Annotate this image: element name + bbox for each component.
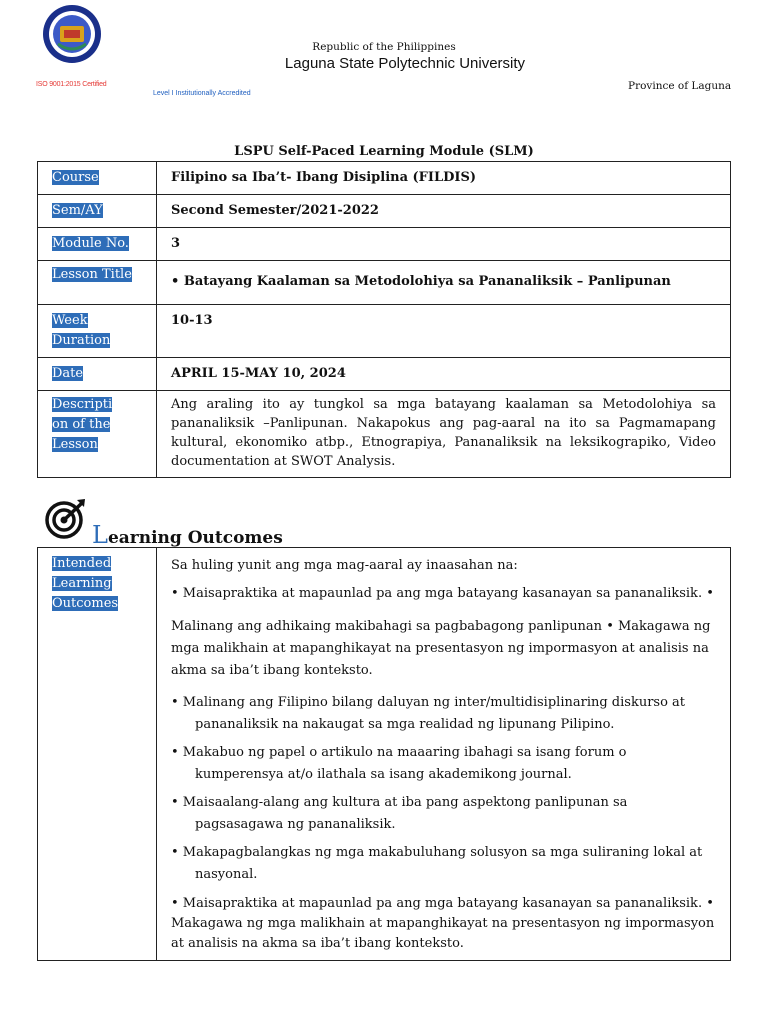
table-row (38, 228, 731, 261)
list-item: Malinang ang adhikaing makibahagi sa pagbabagong panlipunan • Makagawa ng mga malikhain at mapanghikayat na presentasyon ng impormasyon at analisis na akma sa iba’t ibang konteksto. (171, 619, 711, 678)
list-item: • Makabuo ng papel o artikulo na maaaring ibahagi sa isang forum o kumperensya at/o ilathala sa isang akademikong journal. (171, 745, 627, 782)
learning-outcomes-table (37, 547, 731, 961)
outcomes-label: Outcomes (52, 596, 119, 611)
list-item: • Makapagbalangkas ng mga makabuluhang solusyon sa mga suliraning lokal at nasyonal. (171, 845, 703, 882)
sem-ay-label: Sem/AY (52, 203, 103, 218)
date-value: APRIL 15-MAY 10, 2024 (157, 358, 731, 391)
intended-label: Intended (52, 556, 112, 571)
module-title: LSPU Self-Paced Learning Module (SLM) (234, 144, 534, 159)
table-row (38, 548, 731, 961)
list-item: • Maisapraktika at mapaunlad pa ang mga batayang kasanayan sa pananaliksik. • Makagawa ng mga malikhain at mapanghikayat na presentasyon ng impormasyon at analisis na akma sa iba’t ibang konteksto. (171, 896, 715, 951)
table-row (38, 305, 731, 358)
table-row (38, 162, 731, 195)
list-item: • Malinang ang Filipino bilang daluyan ng inter/multidisiplinaring diskurso at pananaliksik na nakaugat sa mga realidad ng lipunang Pilipino. (171, 695, 686, 732)
learning-label: Learning (52, 576, 112, 591)
table-row (38, 261, 731, 305)
description-label-line-2: on of the (52, 417, 111, 432)
iso-certification: ISO 9001:2015 Certified (36, 81, 107, 88)
module-no-value: 3 (157, 228, 731, 261)
week-label: Week (52, 313, 88, 328)
date-label: Date (52, 366, 84, 381)
outcomes-list (157, 548, 731, 961)
course-label: Course (52, 170, 99, 185)
table-row (38, 391, 731, 478)
table-row (38, 195, 731, 228)
sem-ay-value: Second Semester/2021-2022 (157, 195, 731, 228)
university-name: Laguna State Polytechnic University (284, 55, 526, 72)
week-duration-value: 10-13 (157, 305, 731, 358)
description-label-line-1: Descripti (52, 397, 113, 412)
lesson-title-value: • Batayang Kaalaman sa Metodolohiya sa Pananaliksik – Panlipunan (157, 261, 731, 305)
table-row (38, 358, 731, 391)
duration-label: Duration (52, 333, 111, 348)
target-icon (44, 497, 88, 539)
module-info-table (37, 161, 731, 478)
module-no-label: Module No. (52, 236, 129, 251)
list-item: • Maisapraktika at mapaunlad pa ang mga batayang kasanayan sa pananaliksik. • (171, 586, 714, 601)
description-label-line-3: Lesson (52, 437, 98, 452)
accreditation-label: Level I Institutionally Accredited (153, 90, 251, 97)
lesson-description: Ang araling ito ay tungkol sa mga batayang kaalaman sa Metodolohiya sa pananaliksik –Panlipunan. Nakapokus ang pag-aaral na ito sa Pagmamapang kultural, ekonomiko atbp., Etnograpiya, Pananaliksik na leksikograpiko, Video documentation at SWOT Analysis. (157, 391, 731, 478)
list-item: • Maisaalang-alang ang kultura at iba pang aspektong panlipunan sa pagsasagawa ng pananaliksik. (171, 795, 628, 832)
course-value: Filipino sa Iba’t- Ibang Disiplina (FILDIS) (157, 162, 731, 195)
outcomes-intro: Sa huling yunit ang mga mag-aaral ay inaasahan na: (171, 558, 518, 573)
learning-outcomes-heading: Learning Outcomes (92, 521, 283, 549)
lesson-title-label: Lesson Title (52, 267, 132, 282)
republic-line: Republic of the Philippines (312, 41, 456, 53)
province-label: Province of Laguna (628, 80, 732, 92)
